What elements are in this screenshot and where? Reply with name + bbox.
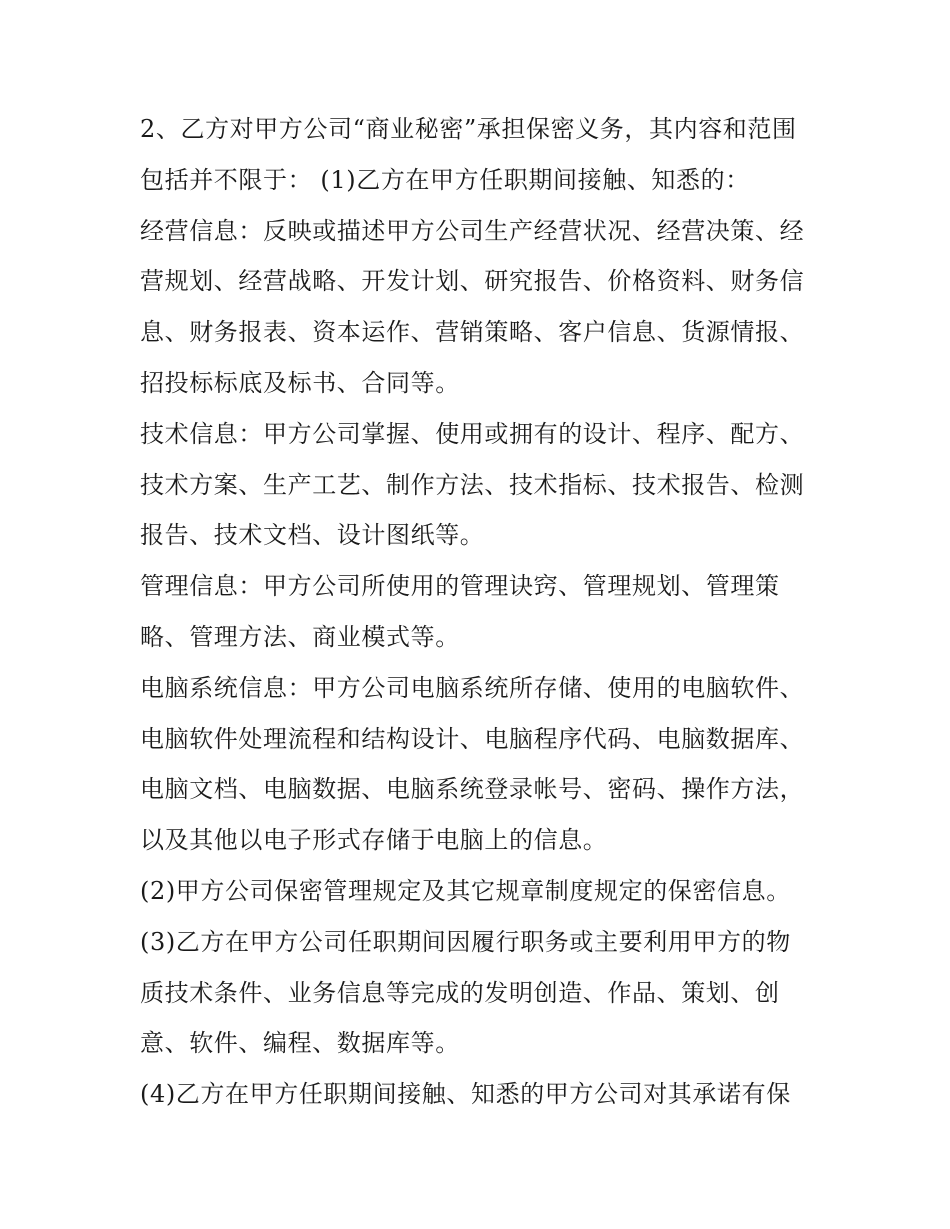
text-line: 电脑系统信息：甲方公司电脑系统所存储、使用的电脑软件、: [140, 673, 805, 702]
text-line: (3)乙方在甲方公司任职期间因履行职务或主要利用甲方的物: [140, 927, 791, 956]
text-line: 报告、技术文档、设计图纸等。: [140, 521, 485, 550]
text-line: (4)乙方在甲方任职期间接触、知悉的甲方公司对其承诺有保: [140, 1080, 791, 1109]
document-body: [140, 104, 820, 1120]
text-line: 技术方案、生产工艺、制作方法、技术指标、技术报告、检测: [140, 470, 805, 499]
text-line: 包括并不限于： (1)乙方在甲方任职期间接触、知悉的：: [140, 165, 750, 194]
text-line: 以及其他以电子形式存储于电脑上的信息。: [140, 826, 608, 855]
text-line: 质技术条件、业务信息等完成的发明创造、作品、策划、创: [140, 978, 780, 1007]
text-line: 电脑文档、电脑数据、电脑系统登录帐号、密码、操作方法，: [140, 775, 805, 804]
text-line: 略、管理方法、商业模式等。: [140, 622, 460, 651]
text-line: 管理信息：甲方公司所使用的管理诀窍、管理规划、管理策: [140, 572, 780, 601]
text-line: 意、软件、编程、数据库等。: [140, 1029, 460, 1058]
text-line: 经营信息：反映或描述甲方公司生产经营状况、经营决策、经: [140, 216, 805, 245]
text-line: 电脑软件处理流程和结构设计、电脑程序代码、电脑数据库、: [140, 724, 805, 753]
text-line: 营规划、经营战略、开发计划、研究报告、价格资料、财务信: [140, 267, 805, 296]
text-line: 2、乙方对甲方公司“商业秘密”承担保密义务，其内容和范围: [140, 115, 797, 143]
text-line: 技术信息：甲方公司掌握、使用或拥有的设计、程序、配方、: [140, 419, 805, 448]
text-line: (2)甲方公司保密管理规定及其它规章制度规定的保密信息。: [140, 876, 791, 905]
text-line: 招投标标底及标书、合同等。: [140, 368, 460, 397]
text-line: 息、财务报表、资本运作、营销策略、客户信息、货源情报、: [140, 318, 805, 347]
